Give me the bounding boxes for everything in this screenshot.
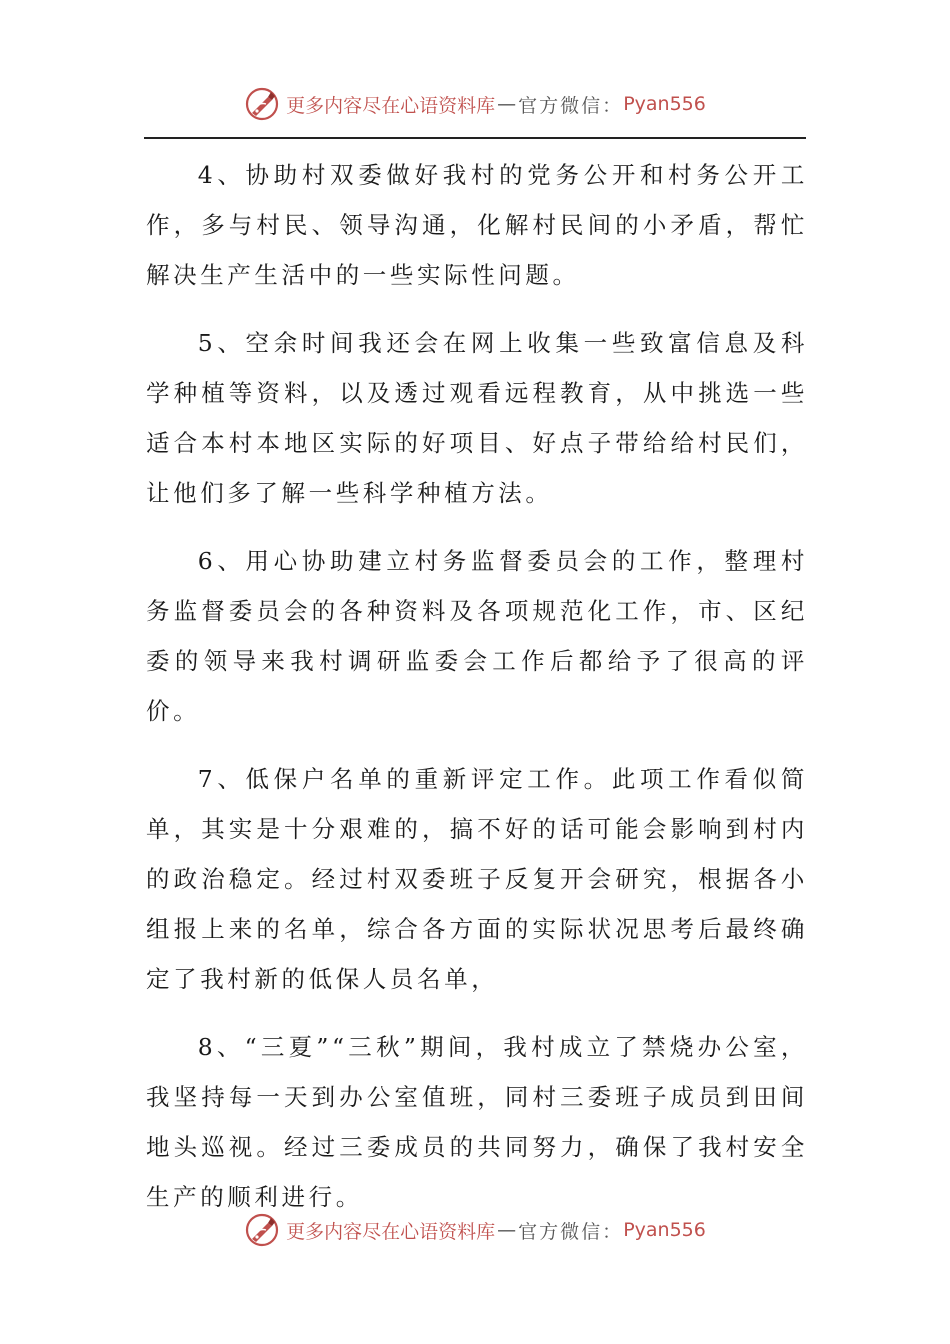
- paragraph-item-5: 5、空余时间我还会在网上收集一些致富信息及科学种植等资料，以及透过观看远程教育，从中挑选一些适合本村本地区实际的好项目、好点子带给给村民们，让他们多了解一些科学种植方法。: [146, 329, 808, 507]
- paragraph-item-4: 4、协助村双委做好我村的党务公开和村务公开工作，多与村民、领导沟通，化解村民间的小矛盾，帮忙解决生产生活中的一些实际性问题。: [146, 161, 808, 289]
- footer-wechat-label: 官方微信：: [518, 1220, 624, 1243]
- footer-separator: —: [497, 1219, 517, 1241]
- header-wechat-label: 官方微信：: [518, 94, 624, 117]
- page-header: [0, 84, 950, 124]
- header-brand: [244, 86, 706, 122]
- footer-wechat-id: Pyan556: [623, 1219, 706, 1241]
- header-wechat-id: Pyan556: [623, 93, 706, 115]
- paragraph-item-6: 6、用心协助建立村务监督委员会的工作，整理村务监督委员会的各种资料及各项规范化工作，市、区纪委的领导来我村调研监委会工作后都给予了很高的评价。: [146, 547, 808, 725]
- paragraph-item-7: 7、低保户名单的重新评定工作。此项工作看似简单，其实是十分艰难的，搞不好的话可能会影响到村内的政治稳定。经过村双委班子反复开会研究，根据各小组报上来的名单，综合各方面的实际状况思考后最终确定了我村新的低保人员名单，: [146, 765, 808, 993]
- paragraph-item-8: 8、“三夏”“三秋”期间，我村成立了禁烧办公室，我坚持每一天到办公室值班，同村三委班子成员到田间地头巡视。经过三委成员的共同努力，确保了我村安全生产的顺利进行。: [146, 1033, 808, 1211]
- page-footer: [0, 1210, 950, 1250]
- header-brand-text: 更多内容尽在心语资料库: [286, 94, 496, 117]
- header-separator: —: [497, 93, 517, 115]
- pen-nib-logo-icon: [244, 86, 280, 122]
- document-body: [146, 150, 808, 1240]
- header-divider: [144, 137, 806, 139]
- footer-brand: [244, 1212, 706, 1248]
- footer-brand-text: 更多内容尽在心语资料库: [286, 1220, 496, 1243]
- pen-nib-logo-icon: [244, 1212, 280, 1248]
